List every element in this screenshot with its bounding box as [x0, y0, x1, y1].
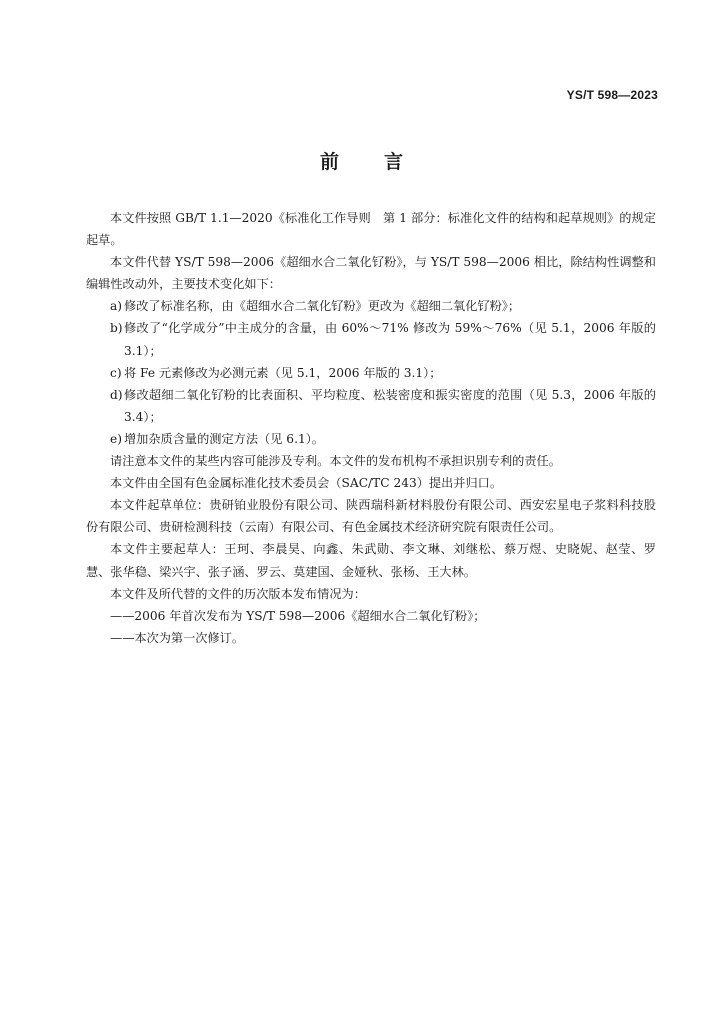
title-char-2: 言: [384, 151, 405, 173]
list-item-marker: e): [110, 431, 122, 446]
list-item-marker: b): [110, 321, 123, 336]
title-char-1: 前: [319, 151, 340, 173]
history-item: ——本次为第一次修订。: [110, 630, 245, 645]
list-item-marker: c): [110, 365, 122, 380]
drafting-units-paragraph: 本文件起草单位：贵研铂业股份有限公司、陕西瑞科新材料股份有限公司、西安宏星电子浆料科技股份有限公司、贵研检测科技（云南）有限公司、有色金属技术经济研究院有限责任公司。: [86, 498, 656, 535]
replacement-paragraph: 本文件代替 YS/T 598—2006《超细水合二氧化钌粉》，与 YS/T 598—2006 相比，除结构性调整和编辑性改动外，主要技术变化如下：: [86, 255, 656, 292]
patent-notice-paragraph: 请注意本文件的某些内容可能涉及专利。本文件的发布机构不承担识别专利的责任。: [110, 454, 561, 469]
document-body: [86, 207, 656, 649]
history-item: ——2006 年首次发布为 YS/T 598—2006《超细水合二氧化钌粉》；: [110, 608, 486, 623]
history-intro-paragraph: 本文件及所代替的文件的历次版本发布情况为：: [110, 586, 366, 601]
page-title: [0, 147, 724, 174]
list-item-text: 将 Fe 元素修改为必测元素（见 5.1，2006 年版的 3.1）；: [124, 365, 442, 380]
list-item-text: 修改了标准名称，由《超细水合二氧化钌粉》更改为《超细二氧化钌粉》；: [124, 299, 521, 314]
list-item: [86, 295, 656, 317]
list-item: [86, 317, 656, 361]
list-item-text: 增加杂质含量的测定方法（见 6.1）。: [124, 431, 324, 446]
drafting-rules-paragraph: 本文件按照 GB/T 1.1—2020《标准化工作导则 第 1 部分：标准化文件的结构和起草规则》的规定起草。: [86, 211, 656, 248]
list-item: [86, 384, 656, 428]
list-item: [86, 428, 656, 450]
list-item-text: 修改了“化学成分”中主成分的含量，由 60%～71% 修改为 59%～76%（见 5.1，2006 年版的 3.1）；: [124, 321, 656, 358]
document-code: YS/T 598—2023: [566, 88, 658, 102]
list-item-marker: d): [110, 387, 123, 402]
drafters-paragraph: 本文件主要起草人：王珂、李晨昊、向鑫、朱武勋、李文琳、刘继松、蔡万煜、史晓妮、赵莹、罗慧、张华稳、梁兴宇、张子涵、罗云、莫建国、金娅秋、张杨、王大林。: [86, 542, 656, 579]
list-item: [86, 362, 656, 384]
list-item-text: 修改超细二氧化钌粉的比表面积、平均粒度、松装密度和振实密度的范围（见 5.3，2006 年版的 3.4）；: [124, 387, 656, 424]
committee-paragraph: 本文件由全国有色金属标准化技术委员会（SAC/TC 243）提出并归口。: [110, 476, 503, 491]
changes-list: [86, 295, 656, 450]
list-item-marker: a): [110, 299, 123, 314]
